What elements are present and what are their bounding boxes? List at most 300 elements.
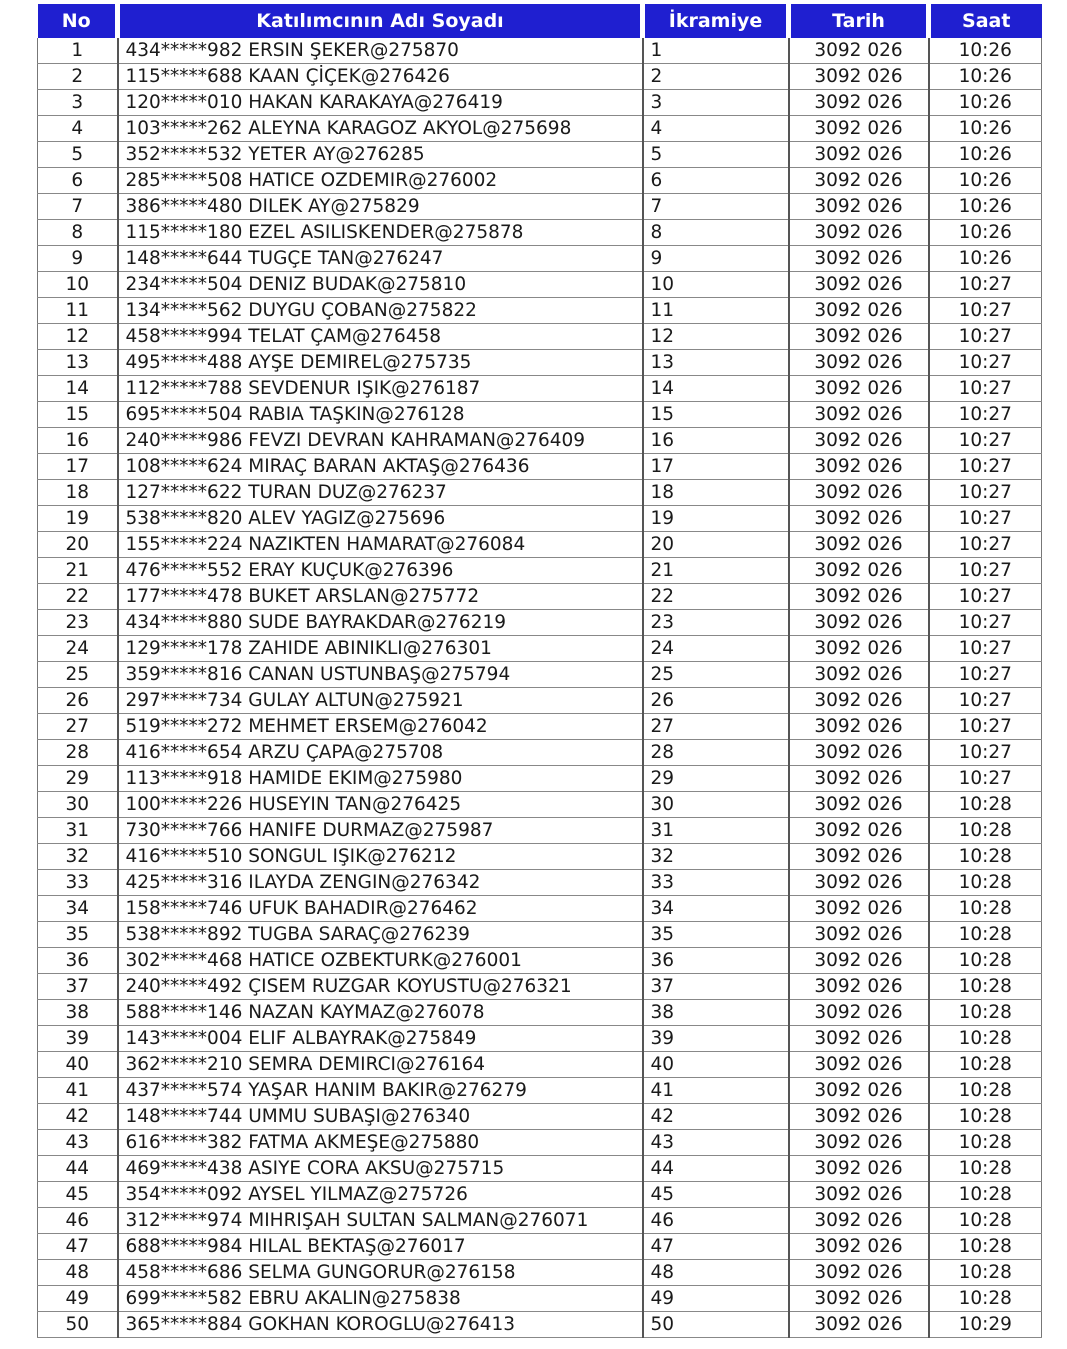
cell-participant-name: 285*****508 HATICE OZDEMIR@276002 [118,168,643,194]
cell-saat: 10:26 [929,142,1042,168]
cell-ikramiye: 27 [643,714,789,740]
table-row [38,1026,1042,1052]
cell-ikramiye: 13 [643,350,789,376]
cell-tarih: 3092 026 [789,116,929,142]
table-row [38,636,1042,662]
table-row [38,584,1042,610]
cell-ikramiye: 42 [643,1104,789,1130]
cell-tarih: 3092 026 [789,896,929,922]
cell-participant-name: 588*****146 NAZAN KAYMAZ@276078 [118,1000,643,1026]
cell-no: 35 [38,922,118,948]
cell-tarih: 3092 026 [789,90,929,116]
cell-saat: 10:27 [929,610,1042,636]
table-row [38,1156,1042,1182]
cell-no: 2 [38,64,118,90]
cell-saat: 10:28 [929,922,1042,948]
cell-no: 5 [38,142,118,168]
cell-ikramiye: 19 [643,506,789,532]
cell-participant-name: 302*****468 HATICE OZBEKTURK@276001 [118,948,643,974]
cell-tarih: 3092 026 [789,792,929,818]
cell-tarih: 3092 026 [789,246,929,272]
cell-no: 11 [38,298,118,324]
cell-no: 41 [38,1078,118,1104]
cell-participant-name: 148*****644 TUGÇE TAN@276247 [118,246,643,272]
table-row [38,844,1042,870]
cell-participant-name: 155*****224 NAZIKTEN HAMARAT@276084 [118,532,643,558]
header-name: Katılımcının Adı Soyadı [118,4,643,38]
cell-tarih: 3092 026 [789,584,929,610]
winners-table [37,4,1042,1338]
cell-participant-name: 129*****178 ZAHIDE ABINIKLI@276301 [118,636,643,662]
cell-ikramiye: 8 [643,220,789,246]
cell-saat: 10:28 [929,1156,1042,1182]
table-row [38,558,1042,584]
cell-tarih: 3092 026 [789,1052,929,1078]
cell-no: 37 [38,974,118,1000]
cell-participant-name: 616*****382 FATMA AKMEŞE@275880 [118,1130,643,1156]
cell-participant-name: 148*****744 UMMU SUBAŞI@276340 [118,1104,643,1130]
table-row [38,428,1042,454]
cell-ikramiye: 3 [643,90,789,116]
cell-no: 43 [38,1130,118,1156]
table-row [38,688,1042,714]
table-row [38,532,1042,558]
table-row [38,480,1042,506]
cell-saat: 10:27 [929,428,1042,454]
cell-ikramiye: 29 [643,766,789,792]
cell-ikramiye: 22 [643,584,789,610]
cell-participant-name: 519*****272 MEHMET ERSEM@276042 [118,714,643,740]
cell-tarih: 3092 026 [789,844,929,870]
cell-saat: 10:27 [929,688,1042,714]
cell-ikramiye: 15 [643,402,789,428]
table-row [38,90,1042,116]
cell-no: 27 [38,714,118,740]
cell-no: 6 [38,168,118,194]
cell-saat: 10:27 [929,272,1042,298]
cell-tarih: 3092 026 [789,1234,929,1260]
cell-no: 45 [38,1182,118,1208]
cell-saat: 10:27 [929,662,1042,688]
cell-tarih: 3092 026 [789,220,929,246]
cell-participant-name: 297*****734 GULAY ALTUN@275921 [118,688,643,714]
cell-participant-name: 434*****880 SUDE BAYRAKDAR@276219 [118,610,643,636]
cell-tarih: 3092 026 [789,480,929,506]
cell-tarih: 3092 026 [789,1286,929,1312]
cell-tarih: 3092 026 [789,350,929,376]
cell-saat: 10:28 [929,1130,1042,1156]
table-row [38,1234,1042,1260]
table-row [38,610,1042,636]
cell-no: 24 [38,636,118,662]
cell-ikramiye: 32 [643,844,789,870]
table-row [38,1182,1042,1208]
cell-no: 13 [38,350,118,376]
cell-ikramiye: 41 [643,1078,789,1104]
cell-participant-name: 538*****892 TUGBA SARAÇ@276239 [118,922,643,948]
cell-tarih: 3092 026 [789,298,929,324]
cell-no: 9 [38,246,118,272]
table-row [38,792,1042,818]
cell-ikramiye: 5 [643,142,789,168]
cell-participant-name: 495*****488 AYŞE DEMIREL@275735 [118,350,643,376]
cell-no: 32 [38,844,118,870]
cell-no: 38 [38,1000,118,1026]
cell-saat: 10:26 [929,90,1042,116]
cell-saat: 10:26 [929,194,1042,220]
header-ikramiye: İkramiye [643,4,789,38]
cell-tarih: 3092 026 [789,1312,929,1338]
cell-saat: 10:26 [929,64,1042,90]
cell-ikramiye: 33 [643,870,789,896]
cell-saat: 10:28 [929,1000,1042,1026]
cell-saat: 10:28 [929,1104,1042,1130]
cell-tarih: 3092 026 [789,922,929,948]
table-row [38,454,1042,480]
cell-ikramiye: 44 [643,1156,789,1182]
cell-no: 48 [38,1260,118,1286]
cell-tarih: 3092 026 [789,532,929,558]
cell-tarih: 3092 026 [789,974,929,1000]
cell-tarih: 3092 026 [789,402,929,428]
cell-saat: 10:28 [929,1260,1042,1286]
cell-participant-name: 127*****622 TURAN DUZ@276237 [118,480,643,506]
cell-no: 44 [38,1156,118,1182]
table-row [38,922,1042,948]
cell-participant-name: 240*****986 FEVZI DEVRAN KAHRAMAN@276409 [118,428,643,454]
cell-participant-name: 115*****688 KAAN ÇİÇEK@276426 [118,64,643,90]
cell-ikramiye: 38 [643,1000,789,1026]
cell-tarih: 3092 026 [789,194,929,220]
cell-no: 23 [38,610,118,636]
header-saat: Saat [929,4,1042,38]
cell-saat: 10:29 [929,1312,1042,1338]
cell-saat: 10:26 [929,116,1042,142]
cell-ikramiye: 48 [643,1260,789,1286]
cell-no: 7 [38,194,118,220]
cell-no: 20 [38,532,118,558]
cell-saat: 10:28 [929,1052,1042,1078]
table-row [38,1130,1042,1156]
cell-ikramiye: 47 [643,1234,789,1260]
cell-participant-name: 359*****816 CANAN USTUNBAŞ@275794 [118,662,643,688]
cell-saat: 10:28 [929,818,1042,844]
cell-ikramiye: 14 [643,376,789,402]
cell-tarih: 3092 026 [789,662,929,688]
table-row [38,1312,1042,1338]
cell-saat: 10:28 [929,1078,1042,1104]
cell-tarih: 3092 026 [789,272,929,298]
cell-no: 26 [38,688,118,714]
cell-tarih: 3092 026 [789,1000,929,1026]
table-row [38,220,1042,246]
cell-ikramiye: 45 [643,1182,789,1208]
cell-saat: 10:27 [929,740,1042,766]
cell-tarih: 3092 026 [789,558,929,584]
cell-saat: 10:27 [929,454,1042,480]
cell-ikramiye: 2 [643,64,789,90]
cell-ikramiye: 25 [643,662,789,688]
table-body [38,38,1042,1338]
cell-tarih: 3092 026 [789,454,929,480]
cell-saat: 10:28 [929,1286,1042,1312]
cell-no: 18 [38,480,118,506]
cell-no: 8 [38,220,118,246]
table-row [38,870,1042,896]
cell-participant-name: 538*****820 ALEV YAGIZ@275696 [118,506,643,532]
cell-ikramiye: 6 [643,168,789,194]
table-row [38,1286,1042,1312]
cell-no: 46 [38,1208,118,1234]
cell-no: 21 [38,558,118,584]
cell-participant-name: 458*****994 TELAT ÇAM@276458 [118,324,643,350]
cell-ikramiye: 17 [643,454,789,480]
cell-ikramiye: 36 [643,948,789,974]
cell-saat: 10:27 [929,376,1042,402]
cell-tarih: 3092 026 [789,142,929,168]
table-row [38,324,1042,350]
table-row [38,272,1042,298]
cell-no: 25 [38,662,118,688]
cell-participant-name: 416*****654 ARZU ÇAPA@275708 [118,740,643,766]
cell-ikramiye: 31 [643,818,789,844]
cell-participant-name: 143*****004 ELIF ALBAYRAK@275849 [118,1026,643,1052]
cell-no: 1 [38,38,118,64]
cell-tarih: 3092 026 [789,324,929,350]
cell-tarih: 3092 026 [789,376,929,402]
cell-participant-name: 695*****504 RABIA TAŞKIN@276128 [118,402,643,428]
cell-saat: 10:27 [929,766,1042,792]
cell-tarih: 3092 026 [789,948,929,974]
cell-no: 40 [38,1052,118,1078]
cell-no: 47 [38,1234,118,1260]
cell-saat: 10:27 [929,298,1042,324]
cell-ikramiye: 23 [643,610,789,636]
table-row [38,298,1042,324]
cell-ikramiye: 46 [643,1208,789,1234]
cell-participant-name: 177*****478 BUKET ARSLAN@275772 [118,584,643,610]
cell-participant-name: 234*****504 DENIZ BUDAK@275810 [118,272,643,298]
cell-saat: 10:27 [929,532,1042,558]
cell-tarih: 3092 026 [789,64,929,90]
cell-tarih: 3092 026 [789,38,929,64]
cell-ikramiye: 20 [643,532,789,558]
cell-no: 4 [38,116,118,142]
cell-ikramiye: 18 [643,480,789,506]
cell-tarih: 3092 026 [789,1260,929,1286]
cell-saat: 10:28 [929,1208,1042,1234]
table-row [38,1052,1042,1078]
cell-participant-name: 730*****766 HANIFE DURMAZ@275987 [118,818,643,844]
cell-participant-name: 352*****532 YETER AY@276285 [118,142,643,168]
cell-no: 29 [38,766,118,792]
cell-tarih: 3092 026 [789,506,929,532]
cell-saat: 10:26 [929,38,1042,64]
table-row [38,142,1042,168]
header-no: No [38,4,118,38]
cell-tarih: 3092 026 [789,1156,929,1182]
cell-tarih: 3092 026 [789,714,929,740]
cell-saat: 10:26 [929,220,1042,246]
table-row [38,168,1042,194]
cell-ikramiye: 43 [643,1130,789,1156]
cell-ikramiye: 39 [643,1026,789,1052]
cell-ikramiye: 1 [643,38,789,64]
cell-participant-name: 425*****316 ILAYDA ZENGIN@276342 [118,870,643,896]
cell-no: 31 [38,818,118,844]
cell-participant-name: 469*****438 ASIYE CORA AKSU@275715 [118,1156,643,1182]
cell-ikramiye: 7 [643,194,789,220]
cell-participant-name: 134*****562 DUYGU ÇOBAN@275822 [118,298,643,324]
table-row [38,402,1042,428]
cell-ikramiye: 34 [643,896,789,922]
cell-no: 33 [38,870,118,896]
cell-participant-name: 416*****510 SONGUL IŞIK@276212 [118,844,643,870]
cell-ikramiye: 11 [643,298,789,324]
cell-participant-name: 699*****582 EBRU AKALIN@275838 [118,1286,643,1312]
cell-ikramiye: 50 [643,1312,789,1338]
header-tarih: Tarih [789,4,929,38]
table-row [38,506,1042,532]
cell-saat: 10:28 [929,1234,1042,1260]
cell-saat: 10:28 [929,1182,1042,1208]
cell-no: 36 [38,948,118,974]
cell-saat: 10:28 [929,844,1042,870]
cell-participant-name: 458*****686 SELMA GUNGORUR@276158 [118,1260,643,1286]
cell-no: 14 [38,376,118,402]
cell-participant-name: 103*****262 ALEYNA KARAGOZ AKYOL@275698 [118,116,643,142]
cell-ikramiye: 49 [643,1286,789,1312]
cell-participant-name: 158*****746 UFUK BAHADIR@276462 [118,896,643,922]
cell-no: 28 [38,740,118,766]
table-row [38,1208,1042,1234]
cell-saat: 10:27 [929,324,1042,350]
cell-no: 12 [38,324,118,350]
cell-no: 30 [38,792,118,818]
cell-participant-name: 112*****788 SEVDENUR IŞIK@276187 [118,376,643,402]
cell-participant-name: 437*****574 YAŞAR HANIM BAKIR@276279 [118,1078,643,1104]
cell-participant-name: 100*****226 HUSEYIN TAN@276425 [118,792,643,818]
cell-no: 49 [38,1286,118,1312]
cell-participant-name: 312*****974 MIHRIŞAH SULTAN SALMAN@276071 [118,1208,643,1234]
cell-participant-name: 688*****984 HILAL BEKTAŞ@276017 [118,1234,643,1260]
cell-participant-name: 108*****624 MIRAÇ BARAN AKTAŞ@276436 [118,454,643,480]
cell-saat: 10:27 [929,714,1042,740]
cell-tarih: 3092 026 [789,1182,929,1208]
cell-saat: 10:28 [929,1026,1042,1052]
table-row [38,1078,1042,1104]
cell-ikramiye: 40 [643,1052,789,1078]
cell-participant-name: 434*****982 ERSIN ŞEKER@275870 [118,38,643,64]
cell-ikramiye: 37 [643,974,789,1000]
cell-tarih: 3092 026 [789,428,929,454]
table-row [38,974,1042,1000]
table-row [38,818,1042,844]
cell-no: 50 [38,1312,118,1338]
cell-no: 17 [38,454,118,480]
cell-tarih: 3092 026 [789,766,929,792]
table-row [38,1260,1042,1286]
cell-ikramiye: 26 [643,688,789,714]
table-row [38,350,1042,376]
cell-saat: 10:28 [929,870,1042,896]
cell-saat: 10:27 [929,480,1042,506]
cell-tarih: 3092 026 [789,870,929,896]
table-row [38,740,1042,766]
cell-no: 15 [38,402,118,428]
table-row [38,1104,1042,1130]
cell-no: 3 [38,90,118,116]
cell-tarih: 3092 026 [789,688,929,714]
cell-saat: 10:28 [929,792,1042,818]
cell-tarih: 3092 026 [789,1026,929,1052]
cell-no: 16 [38,428,118,454]
cell-ikramiye: 9 [643,246,789,272]
cell-ikramiye: 21 [643,558,789,584]
cell-tarih: 3092 026 [789,1208,929,1234]
cell-ikramiye: 12 [643,324,789,350]
cell-no: 19 [38,506,118,532]
header-row [38,4,1042,38]
cell-tarih: 3092 026 [789,1078,929,1104]
cell-participant-name: 386*****480 DILEK AY@275829 [118,194,643,220]
cell-saat: 10:27 [929,558,1042,584]
cell-saat: 10:26 [929,246,1042,272]
cell-saat: 10:28 [929,974,1042,1000]
cell-ikramiye: 16 [643,428,789,454]
cell-tarih: 3092 026 [789,740,929,766]
cell-tarih: 3092 026 [789,610,929,636]
table-row [38,246,1042,272]
cell-saat: 10:28 [929,948,1042,974]
table-row [38,714,1042,740]
cell-participant-name: 120*****010 HAKAN KARAKAYA@276419 [118,90,643,116]
cell-ikramiye: 28 [643,740,789,766]
cell-participant-name: 240*****492 ÇISEM RUZGAR KOYUSTU@276321 [118,974,643,1000]
cell-tarih: 3092 026 [789,168,929,194]
cell-ikramiye: 35 [643,922,789,948]
cell-no: 39 [38,1026,118,1052]
cell-participant-name: 115*****180 EZEL ASILISKENDER@275878 [118,220,643,246]
cell-no: 22 [38,584,118,610]
cell-ikramiye: 30 [643,792,789,818]
table-row [38,116,1042,142]
table-row [38,194,1042,220]
cell-tarih: 3092 026 [789,1104,929,1130]
table-row [38,896,1042,922]
table-row [38,376,1042,402]
cell-saat: 10:27 [929,350,1042,376]
table-row [38,948,1042,974]
cell-participant-name: 362*****210 SEMRA DEMIRCI@276164 [118,1052,643,1078]
cell-no: 42 [38,1104,118,1130]
table-row [38,38,1042,64]
cell-participant-name: 113*****918 HAMIDE EKIM@275980 [118,766,643,792]
table-row [38,64,1042,90]
cell-no: 10 [38,272,118,298]
cell-tarih: 3092 026 [789,818,929,844]
cell-ikramiye: 10 [643,272,789,298]
cell-tarih: 3092 026 [789,636,929,662]
table-row [38,1000,1042,1026]
cell-saat: 10:27 [929,584,1042,610]
cell-ikramiye: 4 [643,116,789,142]
cell-participant-name: 476*****552 ERAY KUÇUK@276396 [118,558,643,584]
cell-saat: 10:26 [929,168,1042,194]
cell-participant-name: 365*****884 GOKHAN KOROGLU@276413 [118,1312,643,1338]
cell-participant-name: 354*****092 AYSEL YILMAZ@275726 [118,1182,643,1208]
cell-no: 34 [38,896,118,922]
